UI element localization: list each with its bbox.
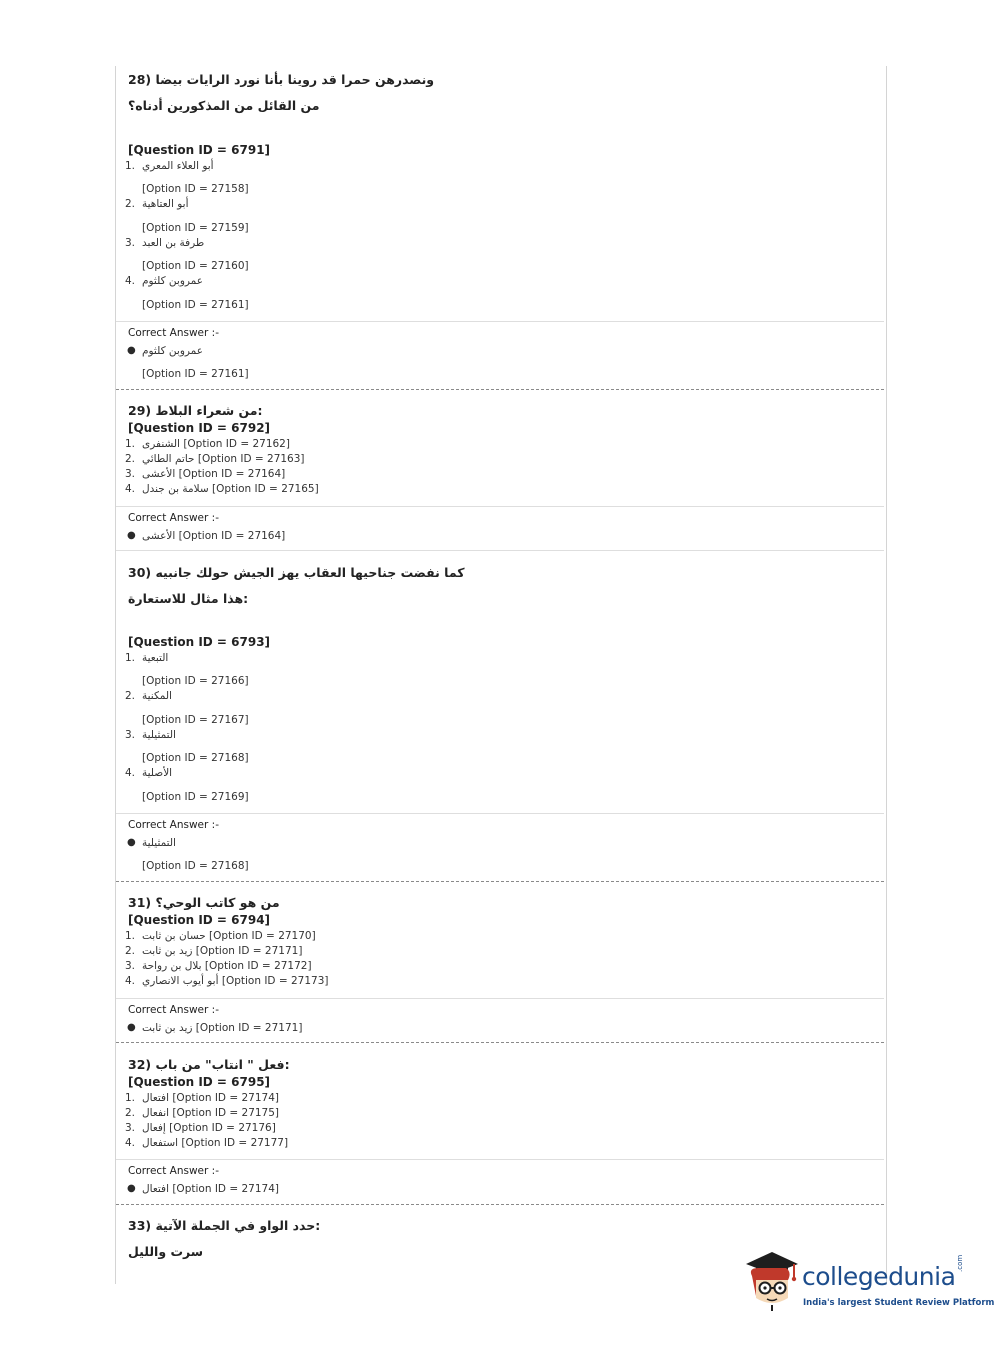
q31-option-3-num: 3. <box>125 960 136 972</box>
q29-question-id: [Question ID = 6792] <box>128 421 271 435</box>
q32-question-id: [Question ID = 6795] <box>128 1075 271 1089</box>
q31-answer-divider <box>116 998 884 999</box>
q30-option-2-num: 2. <box>125 690 136 702</box>
q28-bullet-icon: ● <box>127 345 136 356</box>
q30-title-line2: هذا مثال للاستعارة: <box>128 591 249 606</box>
q29-correct-answer-text: الأعشى [Option ID = 27164] <box>142 530 286 542</box>
q28-correct-answer-text: عمروبن كلثوم <box>142 345 204 357</box>
q30-option-4-num: 4. <box>125 767 136 779</box>
q32-option-3-num: 3. <box>125 1122 136 1134</box>
brand-tagline: India's largest Student Review Platform <box>803 1298 995 1308</box>
q29-option-2-text: حاتم الطائي [Option ID = 27163] <box>142 453 305 465</box>
q32-option-2-text: انفعال [Option ID = 27175] <box>142 1107 280 1119</box>
q30-option-1-text: التبعية <box>142 652 169 664</box>
q31-correct-answer-text: زيد بن ثابت [Option ID = 27171] <box>142 1022 303 1034</box>
q29-bullet-icon: ● <box>127 530 136 541</box>
q31-bullet-icon: ● <box>127 1022 136 1033</box>
q32-option-4-num: 4. <box>125 1137 136 1149</box>
brand-name: collegedunia <box>802 1262 956 1291</box>
q30-option-1-id: [Option ID = 27166] <box>142 675 249 687</box>
q28-option-1-id: [Option ID = 27158] <box>142 183 249 195</box>
q29-title: 29) من شعراء البلاط: <box>128 403 263 418</box>
q30-option-2-id: [Option ID = 27167] <box>142 714 249 726</box>
q31-option-2-text: زيد بن ثابت [Option ID = 27171] <box>142 945 303 957</box>
q31-end-divider <box>116 1042 884 1043</box>
q29-option-4-num: 4. <box>125 483 136 495</box>
q31-option-1-num: 1. <box>125 930 136 942</box>
q29-option-4-text: سلامة بن جندل [Option ID = 27165] <box>142 483 319 495</box>
q32-option-1-text: افتعال [Option ID = 27174] <box>142 1092 279 1104</box>
q31-option-4-text: أبو أيوب الانصاري [Option ID = 27173] <box>142 975 329 987</box>
q28-title-line2: من القائل من المذكورين أدناه؟ <box>128 98 320 113</box>
q29-option-1-num: 1. <box>125 438 136 450</box>
q31-option-3-text: بلال بن رواحة [Option ID = 27172] <box>142 960 312 972</box>
q28-correct-answer-label: Correct Answer :- <box>128 327 219 339</box>
q30-option-3-id: [Option ID = 27168] <box>142 752 249 764</box>
q31-option-4-num: 4. <box>125 975 136 987</box>
q29-option-3-text: الأعشى [Option ID = 27164] <box>142 468 286 480</box>
q32-option-2-num: 2. <box>125 1107 136 1119</box>
q28-option-1-num: 1. <box>125 160 136 172</box>
q29-option-2-num: 2. <box>125 453 136 465</box>
q33-title-line1: 33) حدد الواو في الجملة الآتية: <box>128 1218 321 1233</box>
collegedunia-mascot-icon <box>742 1250 800 1312</box>
q31-question-id: [Question ID = 6794] <box>128 913 271 927</box>
q31-option-1-text: حسان بن ثابت [Option ID = 27170] <box>142 930 316 942</box>
q31-correct-answer-label: Correct Answer :- <box>128 1004 219 1016</box>
q32-bullet-icon: ● <box>127 1183 136 1194</box>
q30-title-line1: 30) كما نفضت جناحيها العقاب يهز الجيش حولك جانبيه <box>128 565 465 580</box>
q28-option-3-id: [Option ID = 27160] <box>142 260 249 272</box>
q30-correct-answer-text: التمثيلية <box>142 837 176 849</box>
q30-option-4-id: [Option ID = 27169] <box>142 791 249 803</box>
q28-option-4-id: [Option ID = 27161] <box>142 299 249 311</box>
q32-title: 32) فعل " انتاب" من باب: <box>128 1057 290 1072</box>
q28-answer-divider <box>116 321 884 322</box>
q29-option-1-text: الشنفرى [Option ID = 27162] <box>142 438 290 450</box>
q29-end-divider <box>116 550 884 551</box>
q33-title-line2: سرت والليل <box>128 1244 204 1259</box>
q30-answer-divider <box>116 813 884 814</box>
q28-correct-answer-id: [Option ID = 27161] <box>142 368 249 380</box>
q30-correct-answer-id: [Option ID = 27168] <box>142 860 249 872</box>
q30-question-id: [Question ID = 6793] <box>128 635 271 649</box>
q30-correct-answer-label: Correct Answer :- <box>128 819 219 831</box>
q28-option-4-text: عمروبن كلثوم <box>142 275 204 287</box>
q28-end-divider <box>116 389 884 390</box>
q29-option-3-num: 3. <box>125 468 136 480</box>
q28-option-1-text: أبو العلاء المعري <box>142 160 214 172</box>
q30-option-4-text: الأصلية <box>142 767 173 779</box>
q31-option-2-num: 2. <box>125 945 136 957</box>
q28-option-3-text: طرفة بن العبد <box>142 237 205 249</box>
q28-option-2-text: أبو العتاهية <box>142 198 189 210</box>
q32-end-divider <box>116 1204 884 1205</box>
q30-option-3-text: التمثيلية <box>142 729 176 741</box>
q28-title-line1: 28) ونصدرهن حمرا قد روينا بأنا نورد الرايات بيضا <box>128 72 435 87</box>
q32-correct-answer-label: Correct Answer :- <box>128 1165 219 1177</box>
q32-answer-divider <box>116 1159 884 1160</box>
q30-option-3-num: 3. <box>125 729 136 741</box>
q32-correct-answer-text: افتعال [Option ID = 27174] <box>142 1183 279 1195</box>
q30-option-1-num: 1. <box>125 652 136 664</box>
brand-dotcom: .com <box>956 1254 964 1272</box>
q32-option-1-num: 1. <box>125 1092 136 1104</box>
q28-option-2-num: 2. <box>125 198 136 210</box>
q30-option-2-text: المكنية <box>142 690 172 702</box>
q28-option-4-num: 4. <box>125 275 136 287</box>
q28-question-id: [Question ID = 6791] <box>128 143 271 157</box>
q29-correct-answer-label: Correct Answer :- <box>128 512 219 524</box>
q32-option-4-text: استفعال [Option ID = 27177] <box>142 1137 289 1149</box>
q30-bullet-icon: ● <box>127 837 136 848</box>
q30-end-divider <box>116 881 884 882</box>
q31-title: 31) من هو كاتب الوحي؟ <box>128 895 280 910</box>
q29-answer-divider <box>116 506 884 507</box>
q28-option-2-id: [Option ID = 27159] <box>142 222 249 234</box>
q32-option-3-text: إفعال [Option ID = 27176] <box>142 1122 276 1134</box>
q28-option-3-num: 3. <box>125 237 136 249</box>
